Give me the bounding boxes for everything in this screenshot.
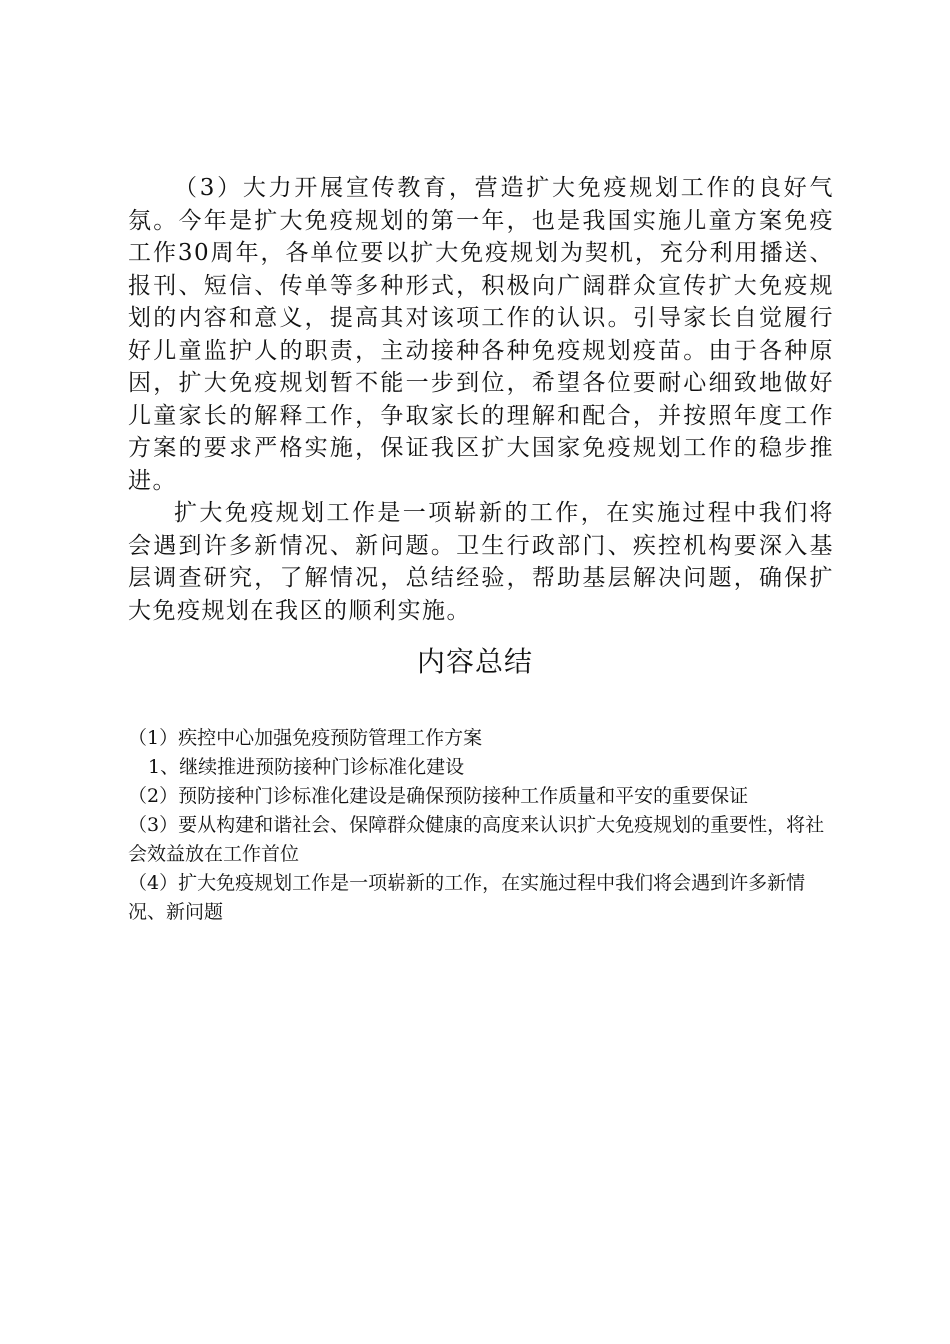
paragraph-new-work: 扩大免疫规划工作是一项崭新的工作，在实施过程中我们将会遇到许多新情况、新问题。卫生行政部门、疾控机构要深入基层调查研究，了解情况，总结经验，帮助基层解决问题，确保扩大免疫规划在我区的顺利实施。 xyxy=(128,500,834,624)
summary-item: （4）扩大免疫规划工作是一项崭新的工作，在实施过程中我们将会遇到许多新情况、新问题 xyxy=(128,872,806,923)
summary-item: （1）疾控中心加强免疫预防管理工作方案 xyxy=(128,727,483,749)
paragraph-publicity-education: （3）大力开展宣传教育，营造扩大免疫规划工作的良好气氛。今年是扩大免疫规划的第一年，也是我国实施儿童方案免疫工作30周年，各单位要以扩大免疫规划为契机，充分利用播送、报刊、短信、传单等多种形式，积极向广阔群众宣传扩大免疫规划的内容和意义，提高其对该项工作的认识。引导家长自觉履行好儿童监护人的职责，主动接种各种免疫规划疫苗。由于各种原因，扩大免疫规划暂不能一步到位，希望各位要耐心细致地做好儿童家长的解释工作，争取家长的理解和配合，并按照年度工作方案的要求严格实施，保证我区扩大国家免疫规划工作的稳步推进。 xyxy=(128,175,834,494)
summary-item: （3）要从构建和谐社会、保障群众健康的高度来认识扩大免疫规划的重要性，将社会效益放在工作首位 xyxy=(128,814,825,865)
summary-item: 1、继续推进预防接种门诊标准化建设 xyxy=(148,756,465,778)
body-text xyxy=(128,172,834,627)
summary-list xyxy=(128,724,840,927)
summary-title: 内容总结 xyxy=(416,645,533,678)
summary-item: （2）预防接种门诊标准化建设是确保预防接种工作质量和平安的重要保证 xyxy=(128,785,749,807)
